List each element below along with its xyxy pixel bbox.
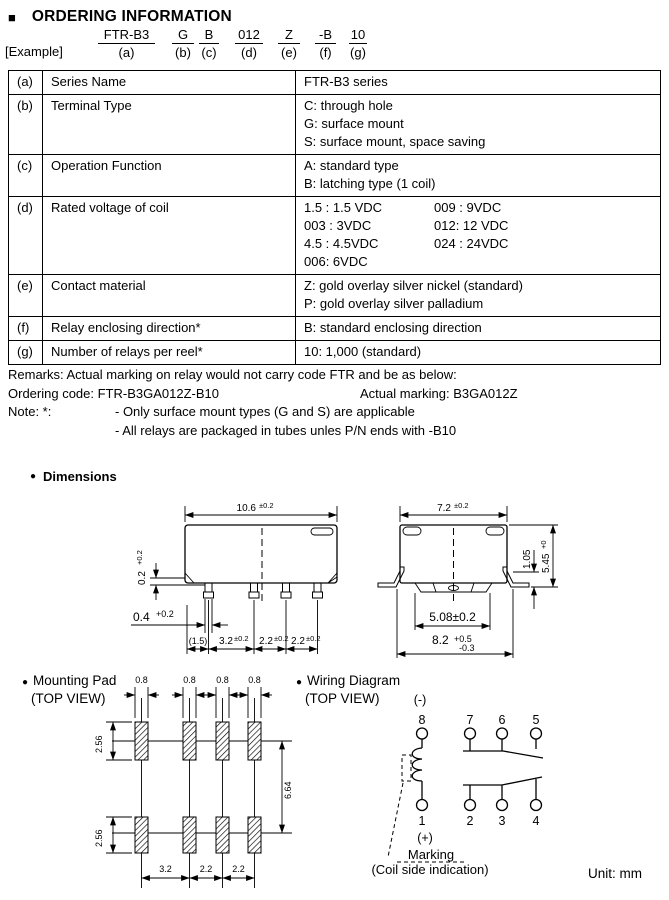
dim-standoff (135, 550, 148, 585)
wiring-diagram (298, 668, 578, 883)
dim-seat (522, 549, 533, 569)
code-segment: -B (f) (315, 27, 336, 61)
dim-height (539, 540, 552, 573)
code-segment: G (b) (172, 27, 194, 61)
row-key: (e) (9, 275, 43, 317)
contact-top (463, 751, 543, 758)
row-key: (c) (9, 155, 43, 197)
note-line: - Only surface mount types (G and S) are applicable (115, 404, 415, 419)
marking-sublabel: (Coil side indication) (371, 862, 489, 877)
row-name: Relay enclosing direction* (43, 317, 296, 341)
actual-marking: Actual marking: B3GA012Z (360, 385, 518, 401)
coil-plus-label: (+) (417, 831, 433, 845)
row-key: (b) (9, 95, 43, 155)
remarks-line: Remarks: Actual marking on relay would not carry code FTR and be as below: (8, 367, 457, 382)
row-value: C: through hole G: surface mount S: surface mount, space saving (296, 95, 661, 155)
row-value: 1.5 : 1.5 VDC 009 : 9VDC 003 : 3VDC 012: 12 VDC 4.5 : 4.5VDC 024 : 24VDC 006: 6VDC (296, 197, 661, 275)
note-line: - All relays are packaged in tubes unles P/N ends with -B10 (115, 422, 457, 438)
dim-pitch: 2.2 (199, 864, 213, 874)
svg-text:1.05: 1.05 (522, 549, 533, 569)
table-row (9, 317, 661, 341)
page-title: ORDERING INFORMATION (31, 8, 232, 25)
dim-pitch: 2.2 (259, 636, 273, 647)
svg-text:5.45: 5.45 (541, 553, 552, 573)
pin-label: 2 (466, 814, 474, 828)
mounting-pad-title: ● Mounting Pad (TOP VIEW) (22, 673, 117, 706)
dim-width: 7.2 (437, 503, 451, 514)
svg-text:±0.2: ±0.2 (234, 634, 249, 643)
code-segment: Z (e) (278, 27, 300, 61)
mounting-pad-drawing (90, 666, 310, 898)
row-name: Series Name (43, 71, 296, 95)
code-segment: 10 (g) (350, 27, 366, 60)
svg-text:+0.5: +0.5 (454, 634, 472, 644)
row-name: Contact material (43, 275, 296, 317)
table-row (9, 95, 661, 155)
bullet-icon: ● (22, 677, 29, 688)
pin-label: 8 (418, 713, 426, 727)
svg-text:±0.2: ±0.2 (274, 634, 289, 643)
dim-row-span: 6.64 (283, 781, 293, 799)
pin-label: 4 (532, 814, 540, 828)
ordering-code-example (98, 27, 367, 61)
svg-text:0.2: 0.2 (137, 571, 148, 585)
code-segment: 012 (d) (235, 27, 263, 61)
end-view-drawing (373, 493, 588, 665)
dim-width: 10.6 (236, 503, 256, 514)
svg-text:±0.2: ±0.2 (454, 501, 469, 510)
wiring-diagram-title: ● Wiring Diagram (TOP VIEW) (296, 673, 401, 706)
svg-text:0.8: 0.8 (216, 675, 229, 685)
page-header (8, 8, 232, 26)
coil-minus-label: (-) (413, 693, 427, 707)
side-view-drawing (128, 493, 400, 665)
ordering-code: Ordering code: FTR-B3GA012Z-B10 (8, 385, 219, 401)
pin-label: 1 (418, 814, 426, 828)
row-value: 10: 1,000 (standard) (296, 341, 661, 365)
pad-width-callouts (124, 675, 272, 718)
svg-text:±0.2: ±0.2 (306, 634, 321, 643)
remarks-block (8, 366, 661, 440)
dim-span-outer: 8.2 (432, 633, 449, 647)
code-segment: FTR-B3 (a) (98, 27, 155, 61)
row-key: (g) (9, 341, 43, 365)
ordering-table (8, 70, 661, 365)
row-key: (f) (9, 317, 43, 341)
code-segment: B (c) (199, 27, 219, 61)
table-row (9, 197, 661, 275)
row-value: B: standard enclosing direction (296, 317, 661, 341)
row-name: Operation Function (43, 155, 296, 197)
table-row (9, 155, 661, 197)
row-name: Terminal Type (43, 95, 296, 155)
dim-pitch: 3.2 (219, 636, 233, 647)
dim-pad-height: 2.56 (94, 735, 104, 753)
row-key: (d) (9, 197, 43, 275)
bullet-icon: ● (30, 471, 37, 482)
table-row (9, 275, 661, 317)
marking-label: Marking (407, 847, 455, 862)
svg-text:+0.2: +0.2 (135, 550, 144, 565)
pin-label: 5 (532, 713, 540, 727)
note-label: Note: *: (8, 404, 52, 419)
svg-text:+0: +0 (539, 540, 548, 549)
pin-label: 6 (498, 713, 506, 727)
table-row (9, 341, 661, 365)
svg-text:±0.2: ±0.2 (259, 501, 274, 510)
row-value: FTR-B3 series (296, 71, 661, 95)
coil-symbol (412, 748, 422, 781)
pin-label: 7 (466, 713, 474, 727)
dim-span-inner: 5.08±0.2 (429, 610, 476, 624)
contact-bottom (463, 777, 542, 785)
svg-text:0.8: 0.8 (248, 675, 261, 685)
dim-pitch: 2.2 (232, 864, 245, 874)
marking-box (402, 755, 411, 781)
svg-text:0.8: 0.8 (183, 675, 196, 685)
dimensions-title: ● Dimensions (30, 469, 117, 484)
row-key: (a) (9, 71, 43, 95)
svg-text:+0.2: +0.2 (156, 609, 174, 619)
row-name: Number of relays per reel* (43, 341, 296, 365)
dim-pad-height: 2.56 (94, 829, 104, 847)
dim-pitch: 3.2 (159, 864, 172, 874)
row-name: Rated voltage of coil (43, 197, 296, 275)
svg-text:-0.3: -0.3 (459, 643, 475, 653)
table-row (9, 71, 661, 95)
section-marker-icon: ■ (8, 9, 16, 25)
bullet-icon: ● (296, 677, 303, 688)
row-value: A: standard type B: latching type (1 coil) (296, 155, 661, 197)
pin-label: 3 (498, 814, 506, 828)
dim-lead-width: 0.4 (133, 610, 150, 624)
example-label: [Example] (5, 44, 63, 59)
row-value: Z: gold overlay silver nickel (standard) P: gold overlay silver palladium (296, 275, 661, 317)
svg-text:0.8: 0.8 (135, 675, 148, 685)
unit-note: Unit: mm (588, 866, 642, 881)
dim-pitch: 2.2 (291, 636, 305, 647)
dim-ref: (1.5) (188, 636, 208, 646)
